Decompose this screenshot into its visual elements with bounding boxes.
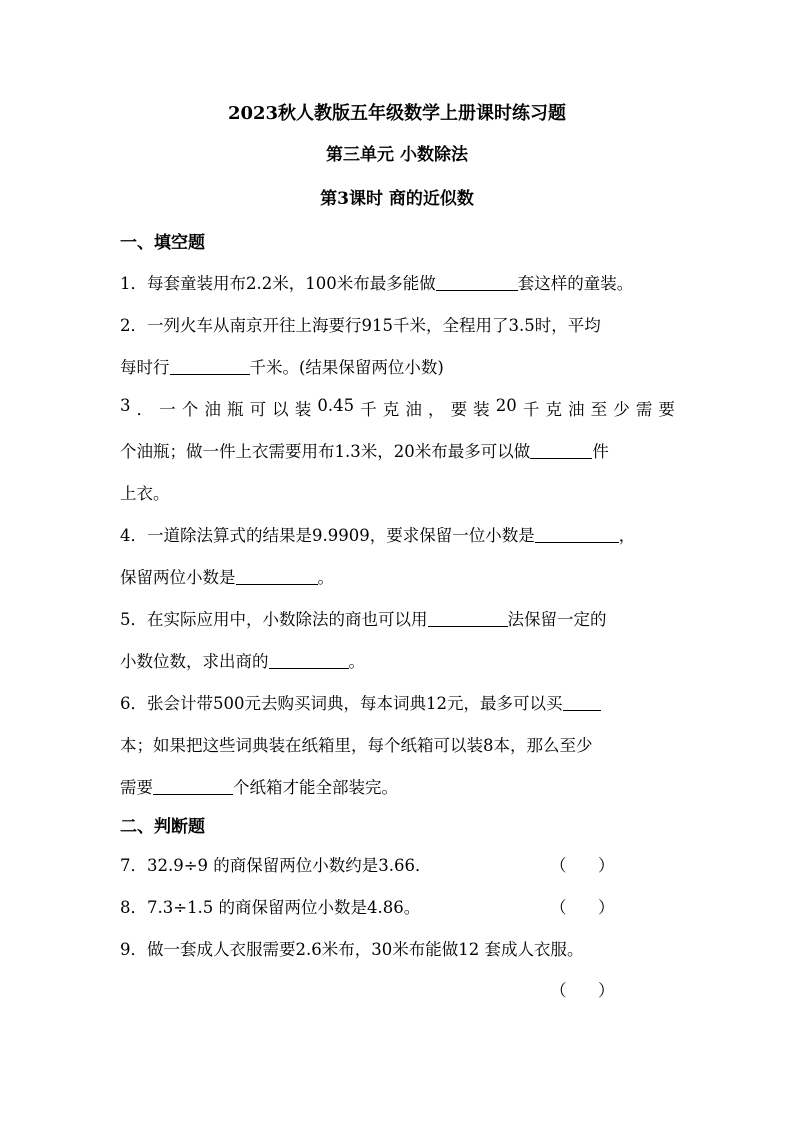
answer-paren-8[interactable]: （ ）: [550, 898, 615, 917]
question-4-text-c: 保留两位小数是: [120, 568, 236, 587]
answer-blank-1[interactable]: [436, 273, 518, 291]
question-8-text: 8．7.3÷1.5 的商保留两位小数是4.86。: [120, 898, 421, 917]
question-6-text-d: 个纸箱才能全部装完。: [233, 778, 398, 797]
question-4-text-b: ，: [618, 526, 636, 545]
question-1-text-a: 1．每套童装用布2.2米，100米布最多能做: [120, 274, 436, 293]
q3-char: 20: [495, 396, 517, 415]
question-4-text-d: 。: [317, 568, 334, 587]
question-3-text-d: 上衣。: [120, 484, 170, 503]
q3-char: 个: [181, 400, 199, 419]
question-6-text-a: 6．张会计带500元去购买词典，每本词典12元，最多可以买: [120, 694, 563, 713]
q3-char: 一: [159, 400, 176, 419]
q3-char: 以: [272, 400, 289, 419]
q3-char: 要: [450, 400, 468, 419]
q3-char: 装: [473, 400, 490, 419]
section-true-false-heading: 二、判断题: [120, 817, 205, 837]
question-7-text: 7．32.9÷9 的商保留两位小数约是3.66．: [120, 856, 432, 875]
q3-char: 千: [360, 400, 377, 419]
worksheet-title: 2023秋人教版五年级数学上册课时练习题: [227, 103, 567, 124]
q3-char: 千: [522, 400, 540, 419]
question-9: [120, 936, 680, 960]
answer-paren-7[interactable]: （ ）: [550, 856, 615, 875]
question-2-text-b: 每时行: [120, 358, 170, 377]
question-1: [120, 270, 680, 294]
q3-char: 要: [658, 400, 675, 419]
answer-paren-9[interactable]: （ ）: [550, 981, 615, 1000]
question-3-text-c: 件: [592, 442, 609, 461]
q3-char: 少: [613, 400, 630, 419]
q3-char: 油: [405, 400, 422, 419]
q3-char: 油: [204, 400, 221, 419]
question-4-line-1: [120, 522, 680, 546]
section-fill-blank-heading: 一、填空题: [120, 233, 205, 253]
question-6-line-1: [120, 690, 680, 714]
q3-char: 3: [120, 396, 131, 415]
question-2-text-c: 千米。(结果保留两位小数): [249, 358, 444, 377]
q3-char: 可: [249, 400, 267, 419]
q3-char: 油: [568, 400, 585, 419]
question-2-text-a: 2．一列火车从南京开往上海要行915千米，全程用了3.5时，平均: [120, 316, 601, 335]
question-3-line-1: [120, 396, 675, 420]
answer-blank-2[interactable]: [170, 357, 250, 375]
question-9-text: 9．做一套成人衣服需要2.6米布，30米布能做12 套成人衣服。: [120, 940, 584, 959]
question-5-text-a: 5．在实际应用中，小数除法的商也可以用: [120, 610, 428, 629]
q3-char: 至: [590, 400, 608, 419]
q3-char: 瓶: [226, 400, 244, 419]
question-5-line-2: [120, 648, 680, 672]
question-6-line-3: [120, 774, 680, 798]
answer-blank-5a[interactable]: [428, 609, 508, 627]
question-5-text-d: 。: [348, 652, 365, 671]
question-6-text-b: 本；如果把这些词典装在纸箱里，每个纸箱可以装8本，那么至少: [120, 736, 593, 755]
question-2-line-2: [120, 354, 680, 378]
question-6-line-2: [120, 732, 680, 756]
q3-char: ，: [427, 400, 445, 419]
answer-blank-3[interactable]: [530, 441, 592, 459]
q3-char: 克: [545, 400, 562, 419]
answer-blank-6b[interactable]: [153, 777, 233, 795]
question-4-text-a: 4．一道除法算式的结果是9.9909，要求保留一位小数是: [120, 526, 535, 545]
question-5-text-c: 小数位数，求出商的: [120, 652, 269, 671]
q3-char: 0.45: [317, 396, 355, 415]
question-3-line-3: [120, 480, 680, 504]
answer-blank-4a[interactable]: [535, 525, 619, 543]
question-4-line-2: [120, 564, 680, 588]
question-5-line-1: [120, 606, 680, 630]
unit-title: 第三单元 小数除法: [326, 145, 468, 165]
q3-char: 克: [382, 400, 400, 419]
q3-char: 装: [294, 400, 312, 419]
q3-char: 需: [635, 400, 653, 419]
question-2-line-1: [120, 312, 680, 336]
answer-blank-6a[interactable]: [563, 693, 601, 711]
question-3-text-b: 个油瓶；做一件上衣需要用布1.3米，20米布最多可以做: [120, 442, 531, 461]
q3-char: ．: [136, 400, 154, 419]
question-1-text-b: 套这样的童装。: [517, 274, 634, 293]
question-3-line-2: [120, 438, 680, 462]
question-6-text-c: 需要: [120, 778, 153, 797]
answer-blank-5b[interactable]: [269, 651, 349, 669]
question-5-text-b: 法保留一定的: [507, 610, 607, 629]
answer-blank-4b[interactable]: [236, 567, 318, 585]
lesson-title: 第3课时 商的近似数: [320, 189, 474, 209]
